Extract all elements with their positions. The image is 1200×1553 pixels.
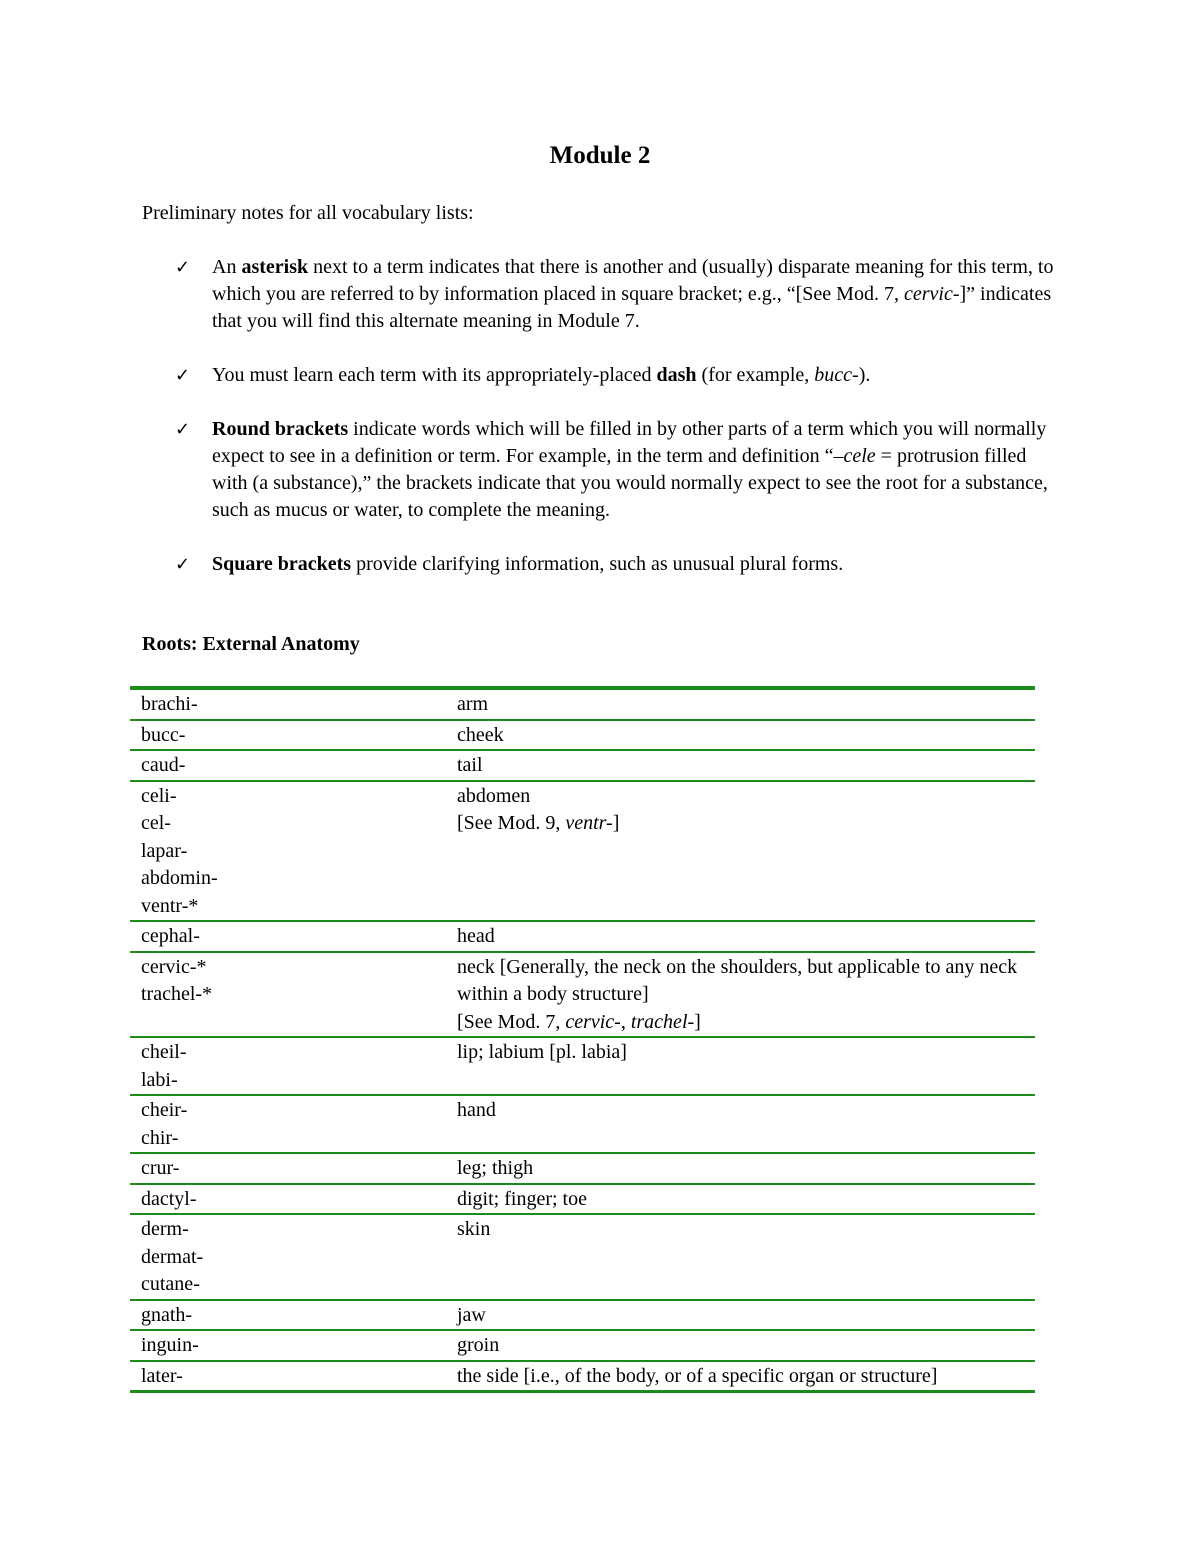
definition-text: cheek <box>457 723 504 746</box>
table-row <box>130 750 1035 781</box>
term-cell <box>130 1184 446 1215</box>
term-cell <box>130 1153 446 1184</box>
note-italic: –cele <box>833 445 876 467</box>
term-root: gnath- <box>141 1303 193 1326</box>
table-row <box>130 1184 1035 1215</box>
term-cell <box>130 1300 446 1331</box>
cross-reference-text: [See Mod. 7, <box>457 1010 566 1033</box>
cross-reference-text: [See Mod. 9, <box>457 812 566 834</box>
definition-cell <box>446 1153 1035 1184</box>
definition-text: head <box>457 925 495 947</box>
term-cell <box>130 1330 446 1361</box>
note-text: provide clarifying information, such as unusual plural forms. <box>351 553 844 575</box>
term-root: inguin- <box>141 1334 199 1356</box>
term-root: chir- <box>141 1126 179 1149</box>
check-mark-icon: ✓ <box>175 365 191 386</box>
definition-text: digit; finger; toe <box>457 1187 587 1210</box>
definition-cell <box>446 1300 1035 1331</box>
check-mark-icon: ✓ <box>175 419 191 440</box>
note-asterisk <box>175 254 1055 335</box>
term-root: lapar- <box>141 839 188 862</box>
note-text: ]” indicates that you will find this alternate meaning in Module 7. <box>212 283 1052 332</box>
definition-text: hand <box>457 1099 496 1121</box>
cross-reference-text: ] <box>694 1010 701 1033</box>
definition-cell <box>446 952 1035 1038</box>
note-italic: cervic- <box>903 283 960 305</box>
term-root: trachel-* <box>141 983 213 1005</box>
notes-list <box>175 254 1055 605</box>
note-text: (for example, <box>696 364 815 386</box>
definition-cell <box>446 720 1035 751</box>
term-root: bucc- <box>141 723 186 746</box>
term-root: cervic-* <box>141 955 207 978</box>
note-text: You must learn each term with its appropriately-placed <box>212 364 657 386</box>
definition-cell <box>446 1095 1035 1153</box>
term-cell <box>130 750 446 781</box>
table-row <box>130 1300 1035 1331</box>
definition-text: tail <box>457 754 483 776</box>
cross-reference <box>457 1009 1035 1037</box>
definition-text: the side [i.e., of the body, or of a specific organ or structure] <box>457 1364 938 1387</box>
term-cell <box>130 1037 446 1095</box>
term-root: derm- <box>141 1218 189 1240</box>
term-root: abdomin- <box>141 867 218 889</box>
term-cell <box>130 1095 446 1153</box>
term-cell <box>130 952 446 1038</box>
term-root: caud- <box>141 754 186 776</box>
definition-cell <box>446 688 1035 720</box>
cross-reference-term: ventr- <box>565 812 613 834</box>
note-text: An <box>212 256 242 278</box>
term-root: cheir- <box>141 1099 188 1121</box>
page-title: Module 2 <box>549 142 651 169</box>
table-row <box>130 1361 1035 1392</box>
note-text: = protrusion filled with (a substance),” the brackets indicate that you would normally expect to see the root for a substance, such as mucus or water, to complete the meaning. <box>212 445 1048 521</box>
note-round-brackets <box>175 416 1055 524</box>
table-row <box>130 1153 1035 1184</box>
table-row <box>130 720 1035 751</box>
definition-cell <box>446 1184 1035 1215</box>
term-root: brachi- <box>141 693 198 715</box>
table-row <box>130 688 1035 720</box>
definition-text: neck [Generally, the neck on the shoulders, but applicable to any neck within a body structure] <box>457 955 1018 1005</box>
intro-text: Preliminary notes for all vocabulary lists: <box>142 202 474 224</box>
term-cell <box>130 720 446 751</box>
term-root: ventr-* <box>141 894 199 917</box>
term-root: cutane- <box>141 1273 200 1295</box>
table-row <box>130 1214 1035 1300</box>
definition-cell <box>446 1330 1035 1361</box>
cross-reference-term: cervic- <box>565 1010 621 1033</box>
note-italic: bucc- <box>814 364 859 386</box>
term-root: labi- <box>141 1068 178 1091</box>
cross-reference <box>457 810 1035 838</box>
term-root: dactyl- <box>141 1187 197 1210</box>
term-cell <box>130 781 446 922</box>
term-root: crur- <box>141 1157 180 1179</box>
check-mark-icon: ✓ <box>175 554 191 575</box>
table-row <box>130 952 1035 1038</box>
term-root: cephal- <box>141 925 200 947</box>
definition-cell <box>446 921 1035 952</box>
note-bold: asterisk <box>241 256 309 278</box>
term-root: dermat- <box>141 1245 204 1268</box>
vocab-table <box>130 686 1035 1393</box>
note-bold: Round brackets <box>212 418 349 440</box>
term-cell <box>130 1214 446 1300</box>
cross-reference-text: ] <box>612 812 620 834</box>
definition-cell <box>446 1214 1035 1300</box>
definition-cell <box>446 1361 1035 1392</box>
note-bold: dash <box>656 364 697 386</box>
term-root: cel- <box>141 812 171 834</box>
note-text: ). <box>858 364 871 386</box>
definition-text: skin <box>457 1218 491 1240</box>
note-bold: Square brackets <box>212 553 352 575</box>
term-cell <box>130 688 446 720</box>
note-text: next to a term indicates that there is another and (usually) disparate meaning for this term, to which you are referred to by information placed in square bracket; e.g., “[See Mod. 7, <box>212 256 1054 305</box>
term-root: celi- <box>141 784 177 807</box>
definition-cell <box>446 781 1035 922</box>
note-text: indicate words which will be filled in by other parts of a term which you will normally expect to see in a definition or term. For example, in the term and definition “ <box>212 418 1047 467</box>
table-row <box>130 921 1035 952</box>
term-root: cheil- <box>141 1041 187 1063</box>
definition-text: groin <box>457 1334 500 1356</box>
cross-reference-text: , <box>620 1010 631 1033</box>
definition-text: jaw <box>457 1303 486 1326</box>
vocab-table-body <box>130 688 1035 1392</box>
definition-text: lip; labium [pl. labia] <box>457 1041 627 1063</box>
table-row <box>130 781 1035 922</box>
table-row <box>130 1330 1035 1361</box>
term-root: later- <box>141 1364 183 1387</box>
table-row <box>130 1037 1035 1095</box>
note-square-brackets <box>175 551 1055 578</box>
definition-cell <box>446 1037 1035 1095</box>
check-mark-icon: ✓ <box>175 257 191 278</box>
term-cell <box>130 1361 446 1392</box>
section-title: Roots: External Anatomy <box>142 633 360 655</box>
definition-text: leg; thigh <box>457 1157 534 1179</box>
definition-cell <box>446 750 1035 781</box>
table-row <box>130 1095 1035 1153</box>
cross-reference-term: trachel- <box>630 1010 695 1033</box>
definition-text: arm <box>457 693 489 715</box>
term-cell <box>130 921 446 952</box>
note-dash <box>175 362 1055 389</box>
definition-text: abdomen <box>457 784 531 807</box>
